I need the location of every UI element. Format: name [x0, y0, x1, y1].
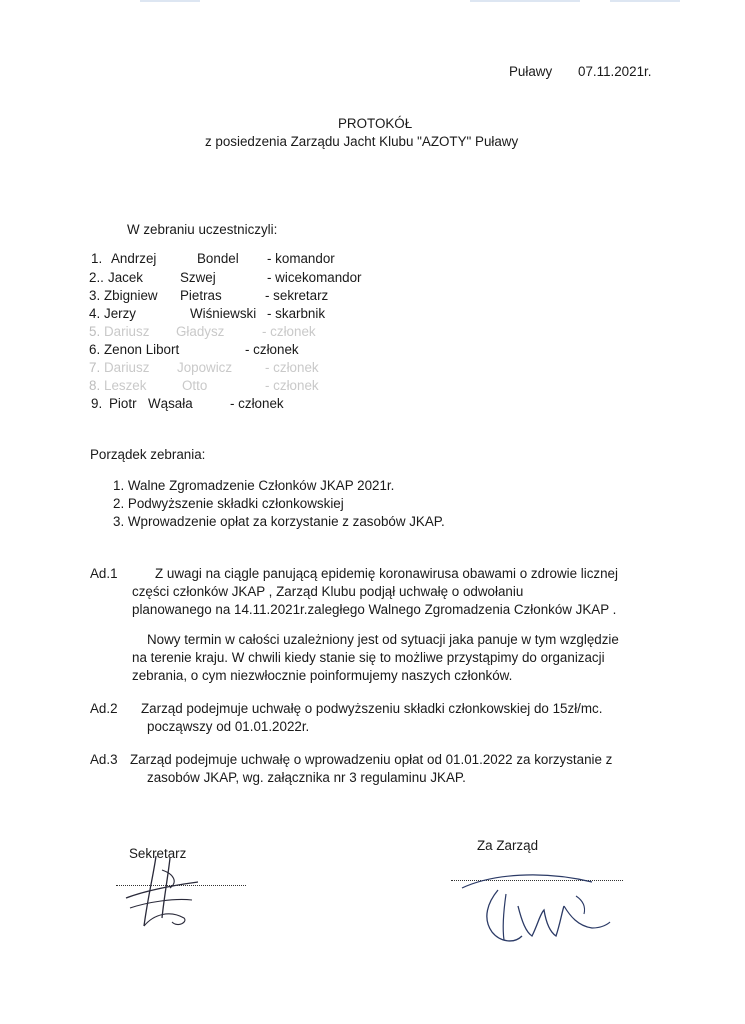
- agenda-item: 2. Podwyższenie składki członkowskiej: [113, 496, 344, 511]
- paragraph-line: części członków JKAP , Zarząd Klubu podjął uchwałę o odwołaniu: [132, 584, 524, 599]
- document-title: PROTOKÓŁ: [338, 116, 413, 131]
- document-subtitle: z posiedzenia Zarządu Jacht Klubu "AZOTY" Puławy: [205, 134, 519, 149]
- paragraph-line: zebrania, o cym niezwłocznie poinformujemy naszych członków.: [132, 668, 513, 683]
- header-place: Puławy: [509, 64, 553, 79]
- header-date: 07.11.2021r.: [578, 64, 652, 79]
- paragraph-line: planowanego na 14.11.2021r.zaległego Walnego Zgromadzenia Członków JKAP .: [132, 602, 617, 617]
- attendee-role: - wicekomandor: [267, 270, 362, 285]
- attendee-last-name: Wąsała: [148, 396, 193, 411]
- attendee-first-name: Andrzej: [111, 251, 157, 266]
- agenda-item: 3. Wprowadzenie opłat za korzystanie z zasobów JKAP.: [113, 514, 445, 529]
- attendee-last-name: Bondel: [197, 251, 239, 266]
- agenda-heading: Porządek zebrania:: [90, 447, 206, 462]
- section-label: Ad.3: [90, 752, 118, 767]
- attendee-number: 4.: [89, 306, 101, 321]
- attendee-number: 2..: [89, 270, 104, 285]
- attendee-last-name: Otto: [182, 378, 208, 393]
- attendee-role: - członek: [265, 378, 319, 393]
- attendee-first-name: Zbigniew: [104, 288, 158, 303]
- attendee-last-name: Wiśniewski: [190, 306, 257, 321]
- paragraph-line: Zarząd podejmuje uchwałę o wprowadzeniu opłat od 01.01.2022 za korzystanie z: [130, 752, 613, 767]
- paragraph-line: zasobów JKAP, wg. załącznika nr 3 regulaminu JKAP.: [147, 770, 466, 785]
- attendee-role: - członek: [230, 396, 284, 411]
- attendee-number: 7.: [89, 360, 101, 375]
- paragraph-line: począwszy od 01.01.2022r.: [147, 719, 310, 734]
- attendee-first-name: Dariusz: [104, 324, 150, 339]
- scan-edge-mark: [470, 0, 580, 2]
- attendees-heading: W zebraniu uczestniczyli:: [127, 222, 278, 237]
- attendee-first-name: Jacek: [108, 270, 143, 285]
- attendee-last-name: Gładysz: [176, 324, 225, 339]
- attendee-first-name: Piotr: [109, 396, 137, 411]
- attendee-number: 1.: [91, 251, 103, 266]
- scan-edge-mark: [610, 0, 680, 2]
- signature-label-board: Za Zarząd: [477, 838, 539, 853]
- attendee-last-name: Pietras: [180, 288, 222, 303]
- attendee-last-name: Szwej: [180, 270, 216, 285]
- attendee-role: - komandor: [267, 251, 335, 266]
- attendee-role: - członek: [245, 342, 299, 357]
- signature-secretary-icon: [118, 852, 208, 932]
- paragraph-line: Zarząd podejmuje uchwałę o podwyższeniu składki członkowskiej do 15zł/mc.: [141, 701, 603, 716]
- signature-board-icon: [452, 866, 632, 956]
- attendee-last-name: Jopowicz: [177, 360, 233, 375]
- attendee-number: 3.: [89, 288, 101, 303]
- attendee-first-name: Dariusz: [104, 360, 150, 375]
- section-label: Ad.2: [90, 701, 118, 716]
- attendee-role: - sekretarz: [265, 288, 329, 303]
- paragraph-line: Nowy termin w całości uzależniony jest od sytuacji jaka panuje w tym względzie: [147, 632, 619, 647]
- attendee-role: - członek: [262, 324, 316, 339]
- attendee-role: - członek: [265, 360, 319, 375]
- paragraph-line: na terenie kraju. W chwili kiedy stanie się to możliwe przystąpimy do organizacji: [132, 650, 605, 665]
- agenda-item: 1. Walne Zgromadzenie Członków JKAP 2021r.: [113, 478, 395, 493]
- signature-label-secretary: Sekretarz: [129, 846, 187, 861]
- attendee-number: 6.: [89, 342, 101, 357]
- attendee-number: 9.: [91, 396, 103, 411]
- attendee-first-name: Zenon Libort: [104, 342, 180, 357]
- attendee-number: 5.: [89, 324, 101, 339]
- attendee-role: - skarbnik: [267, 306, 326, 321]
- attendee-first-name: Leszek: [104, 378, 147, 393]
- attendee-first-name: Jerzy: [104, 306, 136, 321]
- attendee-number: 8.: [89, 378, 101, 393]
- scan-edge-mark: [140, 0, 200, 2]
- section-label: Ad.1: [90, 566, 118, 581]
- paragraph-line: Z uwagi na ciągle panującą epidemię koronawirusa obawami o zdrowie licznej: [155, 566, 618, 581]
